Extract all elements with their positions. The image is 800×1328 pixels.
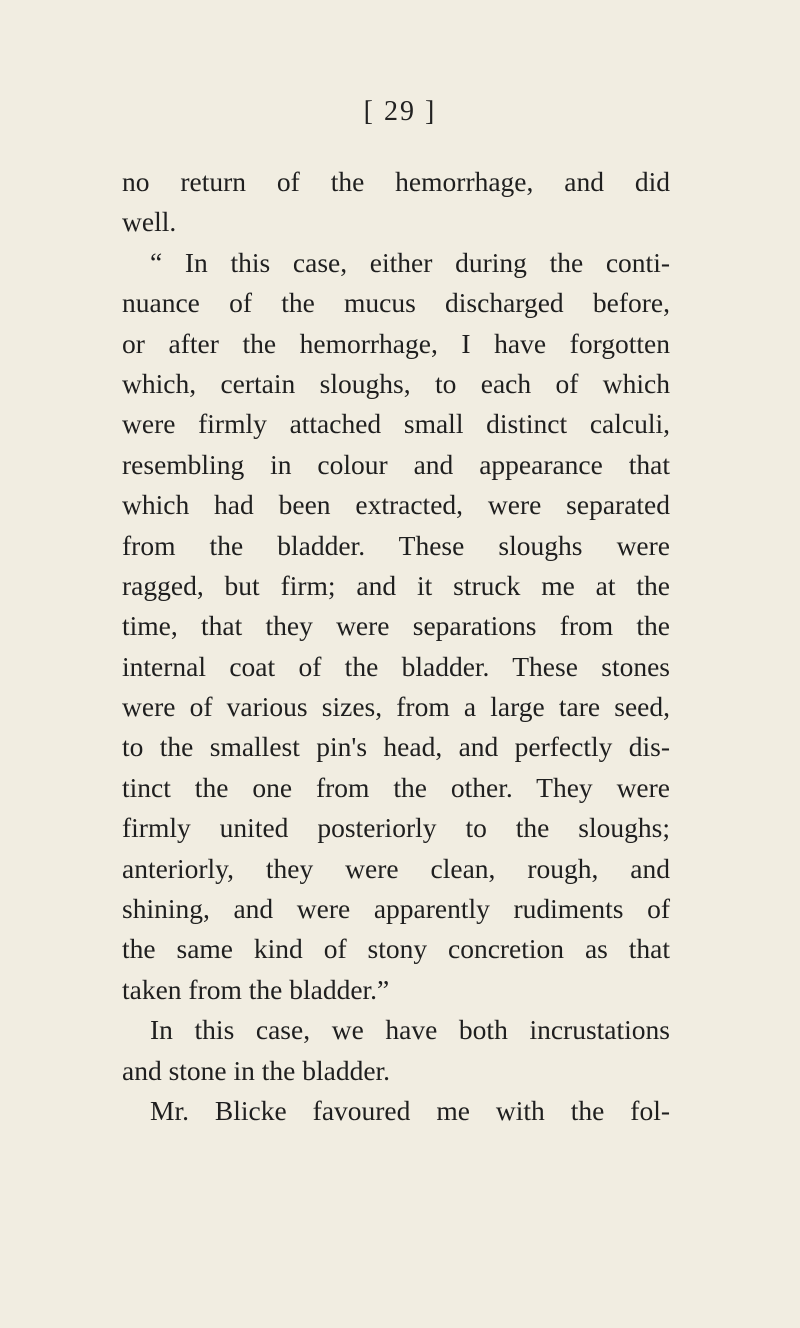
- text-line: time, that they were separations from the: [122, 610, 670, 642]
- text-line: “ In this case, either during the conti-: [150, 246, 670, 278]
- text-line: taken from the bladder.”: [122, 973, 390, 1005]
- text-line: internal coat of the bladder. These stones: [122, 650, 670, 682]
- text-line: In this case, we have both incrustations: [150, 1014, 670, 1046]
- text-line: were firmly attached small distinct calculi,: [122, 408, 670, 440]
- text-line: to the smallest pin's head, and perfectly dis-: [122, 731, 670, 763]
- text-line: or after the hemorrhage, I have forgotten: [122, 327, 670, 359]
- text-line: which had been extracted, were separated: [122, 489, 670, 521]
- text-line: ragged, but firm; and it struck me at the: [122, 569, 670, 601]
- text-line: shining, and were apparently rudiments of: [122, 893, 670, 925]
- text-line: resembling in colour and appearance that: [122, 448, 670, 480]
- text-line: no return of the hemorrhage, and did: [122, 166, 670, 197]
- text-line: and stone in the bladder.: [122, 1054, 391, 1086]
- text-line: which, certain sloughs, to each of which: [122, 367, 670, 399]
- body-text: [122, 162, 670, 1131]
- text-line: were of various sizes, from a large tare seed,: [122, 691, 670, 723]
- text-line: tinct the one from the other. They were: [122, 771, 670, 803]
- text-line: nuance of the mucus discharged before,: [122, 287, 670, 319]
- text-line: Mr. Blicke favoured me with the fol-: [150, 1094, 670, 1126]
- text-line: firmly united posteriorly to the sloughs;: [122, 812, 670, 844]
- page-number: [ 29 ]: [363, 96, 437, 127]
- text-line: from the bladder. These sloughs were: [122, 529, 670, 561]
- text-line: anteriorly, they were clean, rough, and: [122, 852, 670, 884]
- text-line: the same kind of stony concretion as that: [122, 933, 670, 965]
- text-line: well.: [122, 206, 177, 238]
